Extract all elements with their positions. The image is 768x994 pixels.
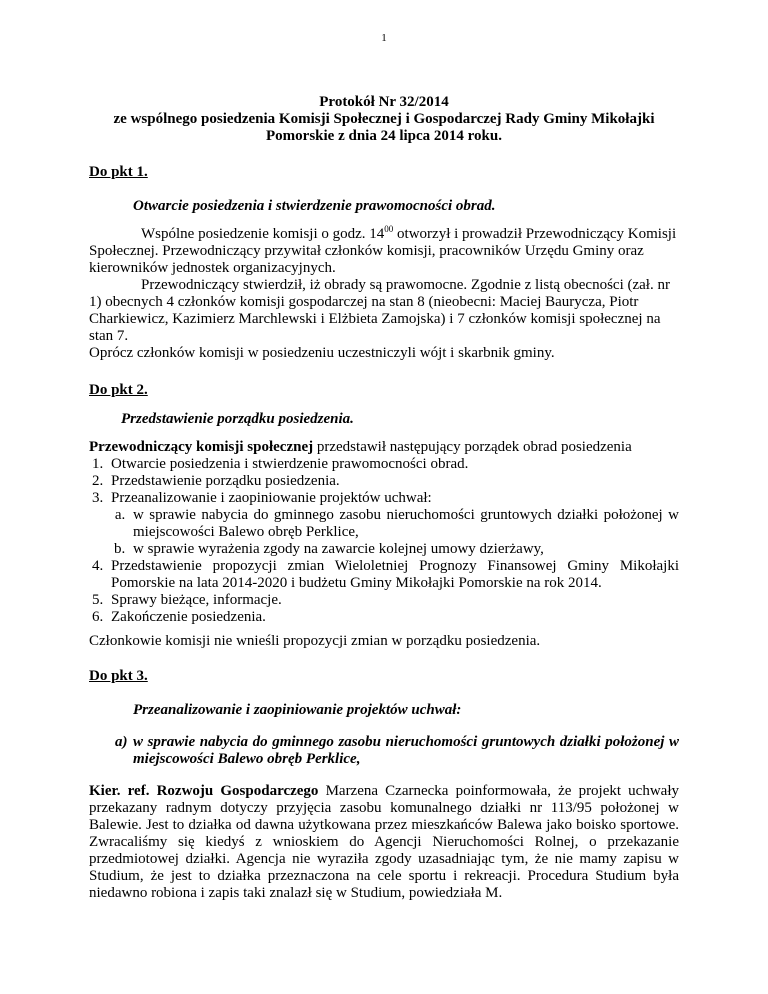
pkt1-paragraph-2: Przewodniczący stwierdził, iż obrady są prawomocne. Zgodnie z listą obecności (zał. nr 1) obecnych 4 członków komisji gospodarczej na stan 8 (nieobecni: Maciej Baurycza, Piotr Charkiewicz, Kazimierz Marchlewski i Elżbieta Zamojska) i 7 członków komisji społecznej na stan 7. bbox=[89, 277, 670, 344]
page-number: 1 bbox=[381, 32, 387, 44]
pkt2-heading: Do pkt 2. bbox=[89, 382, 148, 398]
agenda-subitem: a. w sprawie nabycia do gminnego zasobu nieruchomości gruntowych działki położonej w miejscowości Balewo obręb Perklice, bbox=[129, 507, 679, 541]
agenda-subitem: b. w sprawie wyrażenia zgody na zawarcie kolejnej umowy dzierżawy, bbox=[129, 541, 679, 558]
agenda-item: 1. Otwarcie posiedzenia i stwierdzenie prawomocności obrad. bbox=[107, 456, 679, 473]
title-line-1: Protokół Nr 32/2014 bbox=[319, 94, 449, 110]
document-title bbox=[0, 94, 768, 145]
pkt1-subheading: Otwarcie posiedzenia i stwierdzenie prawomocności obrad. bbox=[133, 198, 496, 214]
pkt3-subheading: Przeanalizowanie i zaopiniowanie projektów uchwał: bbox=[133, 702, 462, 718]
pkt1-heading: Do pkt 1. bbox=[89, 164, 148, 180]
pkt3-paragraph: Kier. ref. Rozwoju Gospodarczego Marzena Czarnecka poinformowała, że projekt uchwały przekazany radnym dotyczy przyjęcia zasobu komunalnego działki nr 113/95 położonej w Balewie. Jest to działka od dawna użytkowana przez mieszkańców Balewa jako boisko sportowe. Zwracaliśmy się kiedyś z wnioskiem do Agencji Nieruchomości Rolnej, o przekazanie przedmiotowej działki. Agencja nie wyraziła zgody uzasadniając tym, że nie mamy zapisu w Studium, że jest to działka przeznaczona na cele sportu i rekreacji. Procedura Studium była niedawno robiona i zapis taki znalazł się w Studium, powiedziała M. bbox=[89, 783, 680, 901]
pkt1-paragraph-3: Oprócz członków komisji w posiedzeniu uczestniczyli wójt i skarbnik gminy. bbox=[89, 345, 555, 361]
pkt2-intro: Przewodniczący komisji społecznej przedstawił następujący porządek obrad posiedzenia bbox=[89, 439, 632, 455]
agenda-item: 2. Przedstawienie porządku posiedzenia. bbox=[107, 473, 679, 490]
title-line-2: ze wspólnego posiedzenia Komisji Społecznej i Gospodarczej Rady Gminy Mikołajki bbox=[113, 111, 655, 127]
pkt2-subheading: Przedstawienie porządku posiedzenia. bbox=[121, 411, 354, 427]
agenda-item: 5. Sprawy bieżące, informacje. bbox=[107, 592, 679, 609]
agenda-item: 3. Przeanalizowanie i zaopiniowanie projektów uchwał: a. w sprawie nabycia do gminnego zasobu nieruchomości gruntowych działki położonej w miejscowości Balewo obręb Perklice, b. w sprawie wyrażenia zgody na zawarcie kolejnej umowy dzierżawy, bbox=[107, 490, 679, 558]
pkt3-point-a: a) w sprawie nabycia do gminnego zasobu nieruchomości gruntowych działki położonej w miejscowości Balewo obręb Perklice, bbox=[115, 734, 679, 767]
title-line-3: Pomorskie z dnia 24 lipca 2014 roku. bbox=[266, 128, 502, 144]
agenda-list bbox=[89, 456, 679, 626]
pkt3-heading: Do pkt 3. bbox=[89, 668, 148, 684]
agenda-item: 6. Zakończenie posiedzenia. bbox=[107, 609, 679, 626]
pkt1-paragraph-1: Wspólne posiedzenie komisji o godz. $14^{00}$ otworzył i prowadził Przewodniczący Komisji Społecznej. Przewodniczący przywitał członków komisji, pracowników Urzędu Gminy oraz kierowników jednostek organizacyjnych. bbox=[89, 224, 677, 276]
pkt2-closing: Członkowie komisji nie wnieśli propozycji zmian w porządku posiedzenia. bbox=[89, 633, 541, 649]
agenda-item: 4. Przedstawienie propozycji zmian Wieloletniej Prognozy Finansowej Gminy Mikołajki Pomorskie na lata 2014-2020 i budżetu Gminy Mikołajki Pomorskie na rok 2014. bbox=[107, 558, 679, 592]
